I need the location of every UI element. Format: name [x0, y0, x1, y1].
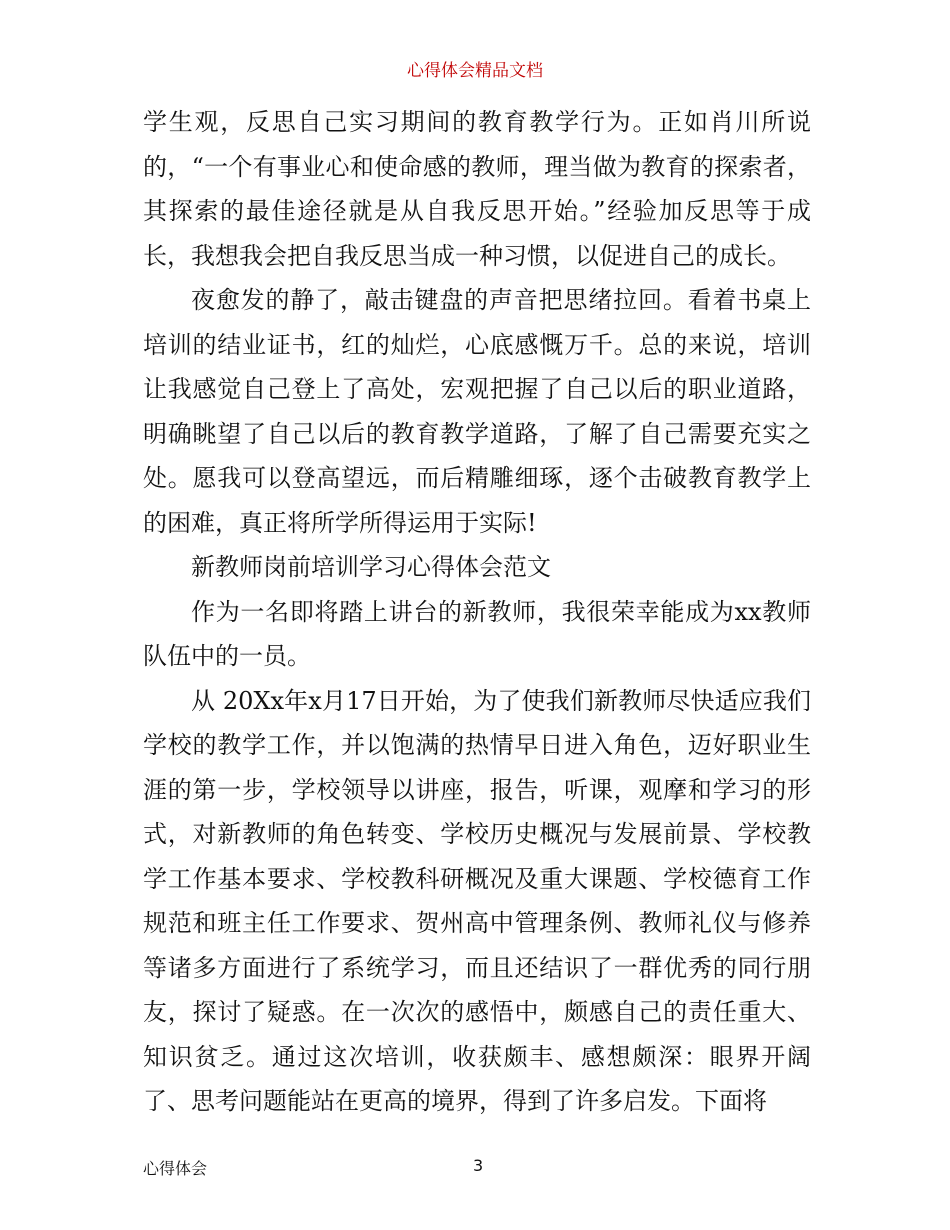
- paragraph: 作为一名即将踏上讲台的新教师，我很荣幸能成为xx教师队伍中的一员。: [143, 597, 811, 670]
- page-number: 3: [473, 1156, 484, 1175]
- section-heading: 新教师岗前培训学习心得体会范文: [191, 553, 551, 581]
- paragraph: 学生观，反思自己实习期间的教育教学行为。正如肖川所说的，“一个有事业心和使命感的教师，理当做为教育的探索者，其探索的最佳途径就是从自我反思开始。”经验加反思等于成长，我想我会把自我反思当成一种习惯，以促进自己的成长。: [143, 108, 811, 270]
- document-header: 心得体会精品文档: [407, 61, 543, 81]
- footer-label: 心得体会: [143, 1159, 208, 1178]
- paragraph: 夜愈发的静了，敲击键盘的声音把思绪拉回。看着书桌上培训的结业证书，红的灿烂，心底感慨万千。总的来说，培训让我感觉自己登上了高处，宏观把握了自己以后的职业道路，明确眺望了自己以后的教育教学道路，了解了自己需要充实之处。愿我可以登高望远，而后精雕细琢，逐个击破教育教学上的困难，真正将所学所得运用于实际!: [143, 286, 811, 537]
- document-body: [143, 100, 811, 1124]
- paragraph: 从 20Xx年x月17日开始，为了使我们新教师尽快适应我们学校的教学工作，并以饱满的热情早日进入角色，迈好职业生涯的第一步，学校领导以讲座，报告，听课，观摩和学习的形式，对新教师的角色转变、学校历史概况与发展前景、学校教学工作基本要求、学校教科研概况及重大课题、学校德育工作规范和班主任工作要求、贺州高中管理条例、教师礼仪与修养等诸多方面进行了系统学习，而且还结识了一群优秀的同行朋友，探讨了疑惑。在一次次的感悟中，颇感自己的责任重大、知识贫乏。通过这次培训，收获颇丰、感想颇深：眼界开阔了、思考问题能站在更高的境界，得到了许多启发。下面将: [143, 686, 811, 1115]
